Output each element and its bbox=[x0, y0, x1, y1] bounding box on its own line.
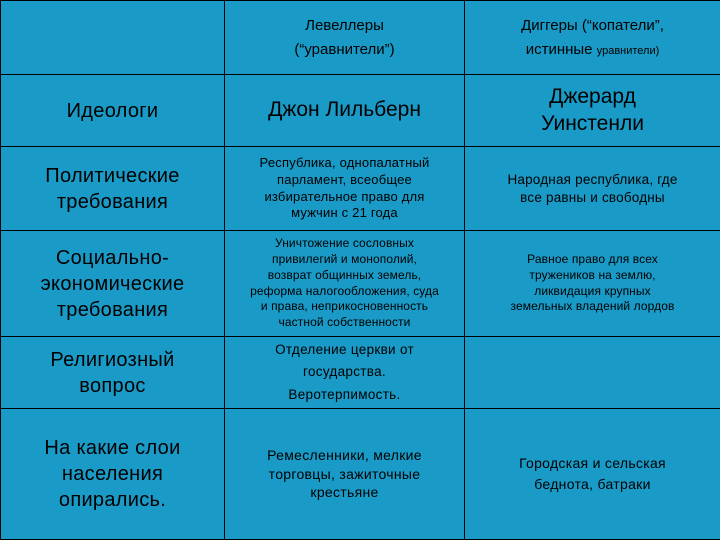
support-levellers-line2: торговцы, зажиточные bbox=[268, 465, 421, 482]
political-levellers-line1: Республика, однопалатный bbox=[259, 154, 430, 170]
label-socio-economic-line1: Социально- bbox=[55, 246, 170, 269]
political-diggers-line1: Народная республика, где bbox=[507, 171, 678, 187]
religious-levellers-line2: государства. bbox=[303, 364, 386, 380]
support-levellers bbox=[225, 409, 465, 540]
label-political-line2: требования bbox=[56, 190, 169, 213]
socio-levellers-line4: реформа налогообложения, суда bbox=[250, 283, 439, 298]
ideologist-diggers-line2: Уинстенли bbox=[541, 111, 644, 135]
socio-diggers-line3: ликвидация крупных bbox=[534, 283, 651, 298]
header-diggers-line2-small: уравнители) bbox=[596, 44, 660, 57]
socio-levellers-line1: Уничтожение сословных bbox=[275, 236, 414, 251]
row-support bbox=[1, 409, 720, 540]
support-levellers-line1: Ремесленники, мелкие bbox=[267, 446, 422, 463]
label-socio-economic-line2: экономические bbox=[40, 272, 185, 295]
religious-levellers bbox=[225, 337, 465, 409]
label-socio-economic bbox=[1, 231, 225, 337]
political-levellers-line4: мужчин с 21 года bbox=[291, 205, 398, 221]
religious-levellers-line3: Веротерпимость. bbox=[288, 386, 401, 402]
label-socio-economic-line3: требования bbox=[56, 298, 169, 321]
political-levellers-line3: избирательное право для bbox=[264, 188, 425, 204]
religious-levellers-line1: Отделение церкви от bbox=[275, 342, 414, 358]
empty-corner-cell bbox=[1, 1, 225, 75]
header-row bbox=[1, 1, 720, 75]
label-support-line3: опирались. bbox=[58, 489, 167, 511]
header-levellers-line2: (“уравнители”) bbox=[294, 40, 395, 58]
socio-economic-levellers bbox=[225, 231, 465, 337]
label-religious-line1: Религиозный bbox=[50, 348, 175, 371]
row-political bbox=[1, 147, 720, 231]
socio-diggers-line4: земельных владений лордов bbox=[510, 299, 675, 314]
label-ideologists bbox=[1, 75, 225, 147]
row-socio-economic bbox=[1, 231, 720, 337]
header-levellers-line1: Левеллеры bbox=[305, 16, 384, 34]
row-ideologists bbox=[1, 75, 720, 147]
religious-diggers bbox=[465, 337, 720, 409]
socio-levellers-line2: привилегий и монополий, bbox=[272, 251, 417, 266]
header-diggers-line2 bbox=[469, 38, 716, 62]
political-diggers bbox=[465, 147, 720, 231]
label-ideologists-text: Идеологи bbox=[66, 99, 159, 122]
socio-economic-diggers bbox=[465, 231, 720, 337]
support-diggers-line2: беднота, батраки bbox=[534, 476, 651, 492]
row-religious bbox=[1, 337, 720, 409]
header-diggers-line2-main: истинные bbox=[525, 40, 597, 58]
ideologist-levellers bbox=[225, 75, 465, 147]
label-political bbox=[1, 147, 225, 231]
label-religious bbox=[1, 337, 225, 409]
label-support-line2: населения bbox=[61, 463, 164, 485]
socio-diggers-line2: тружеников на землю, bbox=[529, 267, 656, 282]
label-religious-line2: вопрос bbox=[79, 374, 146, 397]
label-support bbox=[1, 409, 225, 540]
political-diggers-line2: все равны и свободны bbox=[520, 189, 665, 205]
header-levellers bbox=[225, 1, 465, 75]
socio-levellers-line3: возврат общинных земель, bbox=[267, 267, 422, 282]
label-political-line1: Политические bbox=[45, 164, 180, 187]
political-levellers-line2: парламент, всеобщее bbox=[277, 171, 412, 187]
socio-levellers-line5: и права, неприкосновенность bbox=[260, 299, 429, 314]
ideologist-levellers-text: Джон Лильберн bbox=[268, 98, 421, 122]
header-diggers bbox=[465, 1, 720, 75]
header-diggers-line1: Диггеры (“копатели”, bbox=[521, 16, 664, 34]
ideologist-diggers-line1: Джерард bbox=[549, 85, 636, 109]
support-levellers-line3: крестьяне bbox=[310, 484, 379, 501]
label-support-line1: На какие слои bbox=[44, 437, 181, 459]
socio-diggers-line1: Равное право для всех bbox=[527, 251, 658, 266]
support-diggers-line1: Городская и сельская bbox=[519, 455, 666, 471]
political-levellers bbox=[225, 147, 465, 231]
socio-levellers-line6: частной собственности bbox=[278, 315, 411, 330]
support-diggers bbox=[465, 409, 720, 540]
ideologist-diggers bbox=[465, 75, 720, 147]
